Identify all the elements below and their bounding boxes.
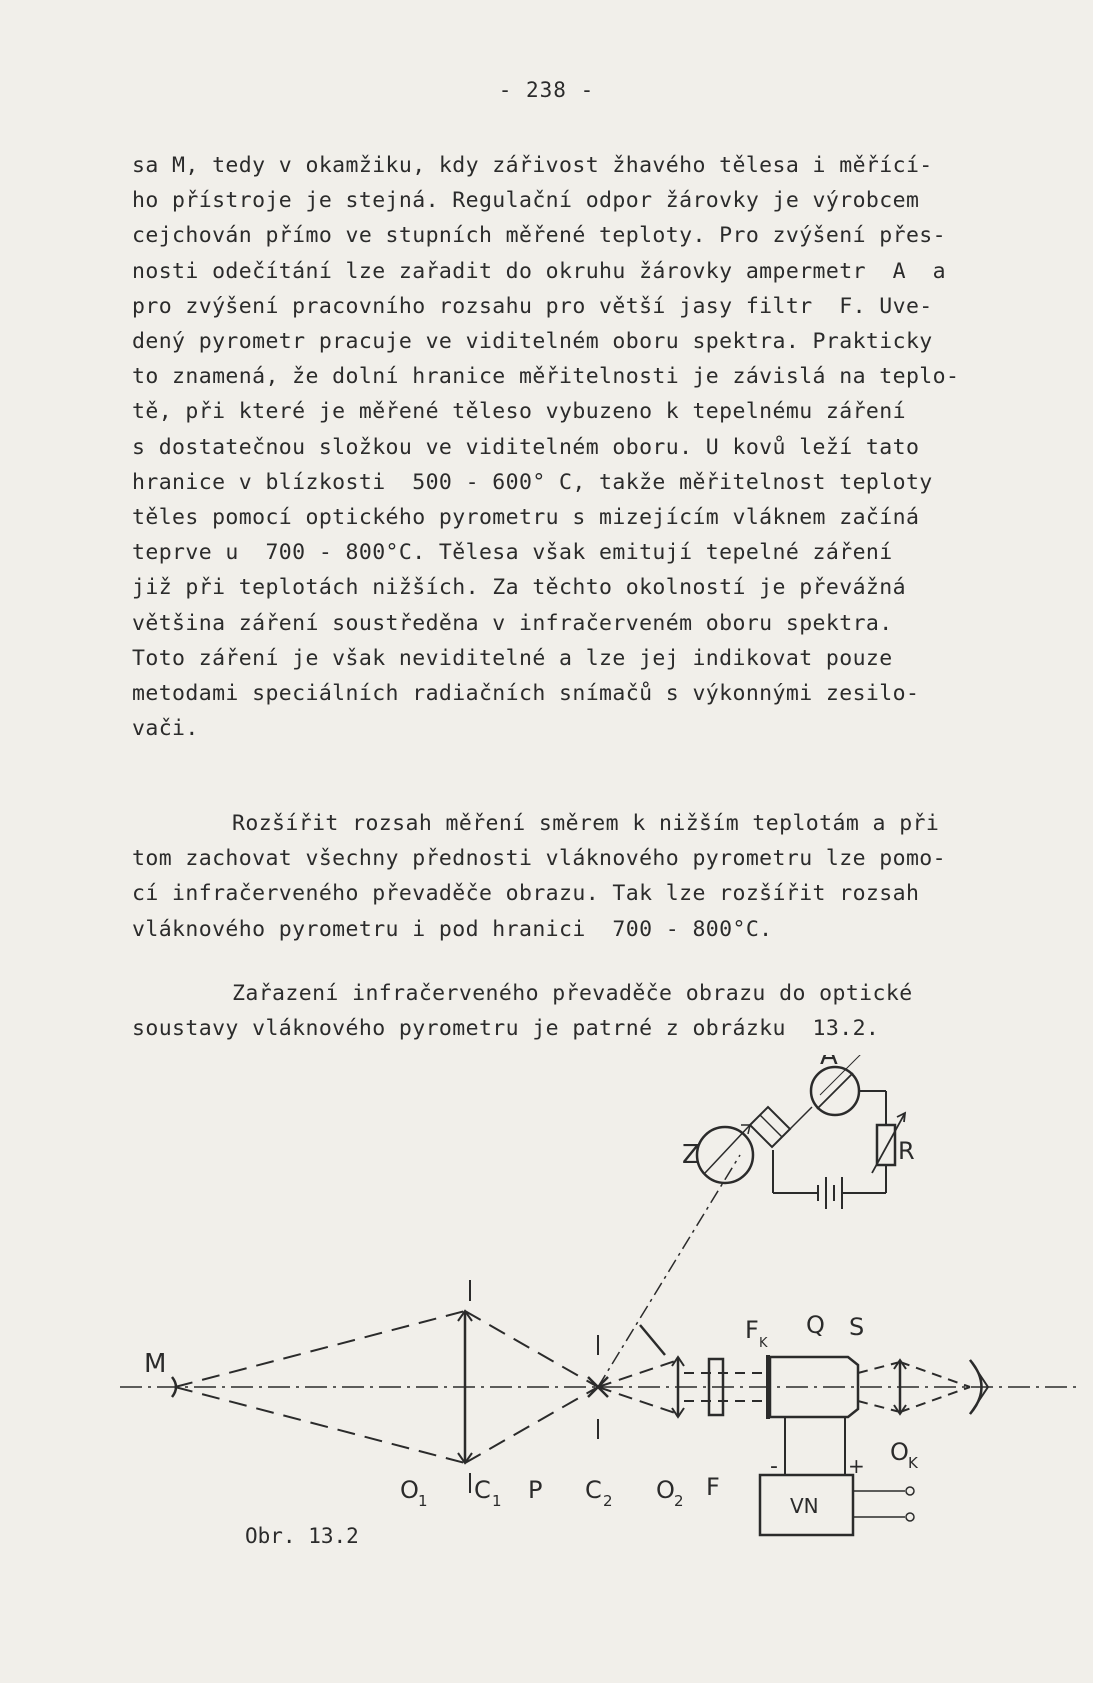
label-C1: C [474, 1476, 491, 1504]
text-line: dený pyrometr pracuje ve viditelném oboru spektra. Prakticky [132, 329, 933, 355]
label-O1-sub: 1 [418, 1492, 428, 1510]
paragraph-2 [132, 806, 1062, 947]
ray [175, 1311, 465, 1387]
wire [790, 1107, 812, 1129]
paragraph-1 [132, 148, 1062, 746]
text-line: s dostatečnou složkou ve viditelném oboru. U kovů leží tato [132, 434, 920, 460]
label-C1-sub: 1 [492, 1492, 502, 1510]
label-F: F [706, 1473, 720, 1501]
text-line: to znamená, že dolní hranice měřitelnosti je závislá na teplo- [132, 364, 960, 390]
terminal [906, 1513, 914, 1521]
label-A: A [820, 1055, 838, 1071]
label-C2-sub: 2 [603, 1492, 613, 1510]
label-O2: O [656, 1476, 675, 1504]
text-line: metodami speciálních radiačních snímačů s výkonnými zesilo- [132, 681, 920, 707]
text-line: těles pomocí optického pyrometru s mizejícím vláknem začíná [132, 505, 920, 531]
ray [598, 1387, 678, 1414]
optical-diagram [100, 1055, 1090, 1555]
text-line: pro zvýšení pracovního rozsahu pro větší jasy filtr F. Uve- [132, 293, 933, 319]
label-M: M [144, 1349, 167, 1379]
label-Fk: F [745, 1316, 759, 1344]
label-VN: VN [790, 1494, 819, 1518]
label-S: S [849, 1313, 865, 1341]
text-line: ho přístroje je stejná. Regulační odpor žárovky je výrobcem [132, 188, 920, 214]
label-plus: + [848, 1454, 865, 1478]
label-Ok: O [890, 1438, 909, 1466]
text-line: vači. [132, 716, 199, 742]
label-Z: Z [682, 1140, 700, 1170]
ray [900, 1362, 970, 1387]
label-Q: Q [806, 1311, 825, 1339]
text-line: nosti odečítání lze zařadit do okruhu žárovky ampermetr A a [132, 258, 946, 284]
text-line: cejchován přímo ve stupních měřené teploty. Pro zvýšení přes- [132, 223, 946, 249]
text-line: většina záření soustředěna v infračerveném oboru spektra. [132, 610, 893, 636]
text-line: sa M, tedy v okamžiku, kdy zářivost žhavého tělesa i měřící- [132, 153, 933, 178]
label-O2-sub: 2 [674, 1492, 684, 1510]
text-line: teprve u 700 - 800°C. Tělesa však emitují tepelné záření [132, 540, 893, 566]
ray [900, 1387, 970, 1412]
label-O1: O [400, 1476, 419, 1504]
lamp-Z [697, 1127, 753, 1183]
text-line: Zařazení infračerveného převaděče obrazu do optické [232, 981, 913, 1006]
lamp-filament [705, 1125, 750, 1173]
ray [465, 1311, 598, 1387]
text-line: hranice v blízkosti 500 - 600° C, takže měřitelnost teploty [132, 469, 933, 495]
label-C2: C [585, 1476, 602, 1504]
ray [175, 1387, 465, 1463]
figure-13-2 [100, 1055, 1090, 1555]
text-line: již při teplotách nižších. Za těchto okolností je převážná [132, 575, 906, 601]
label-R: R [898, 1137, 915, 1165]
ray [598, 1360, 678, 1387]
ray [858, 1362, 900, 1373]
text-line: vláknového pyrometru i pod hranici 700 - 800°C. [132, 916, 773, 942]
label-P: P [528, 1476, 543, 1504]
label-minus: - [770, 1454, 778, 1479]
label-Fk-sub: K [759, 1336, 768, 1351]
text-line: cí infračerveného převaděče obrazu. Tak lze rozšířit rozsah [132, 881, 920, 907]
page-number: - 238 - [498, 78, 595, 102]
text-line: tom zachovat všechny přednosti vláknového pyrometru lze pomo- [132, 846, 946, 872]
ray [465, 1387, 598, 1463]
mirror-axis [598, 1155, 740, 1387]
text-line: Toto záření je však neviditelné a lze jej indikovat pouze [132, 645, 893, 671]
figure-caption: Obr. 13.2 [245, 1524, 359, 1548]
paragraph-3 [132, 976, 1062, 1046]
label-Ok-sub: K [908, 1454, 918, 1472]
reflector [640, 1325, 665, 1355]
lamp-socket [750, 1107, 790, 1147]
text-line: soustavy vláknového pyrometru je patrné z obrázku 13.2. [132, 1016, 880, 1042]
ray [858, 1401, 900, 1412]
text-line: Rozšířit rozsah měření směrem k nižším teplotám a při [232, 811, 940, 836]
text-line: tě, při které je měřené těleso vybuzeno k tepelnému záření [132, 399, 906, 425]
terminal [906, 1487, 914, 1495]
